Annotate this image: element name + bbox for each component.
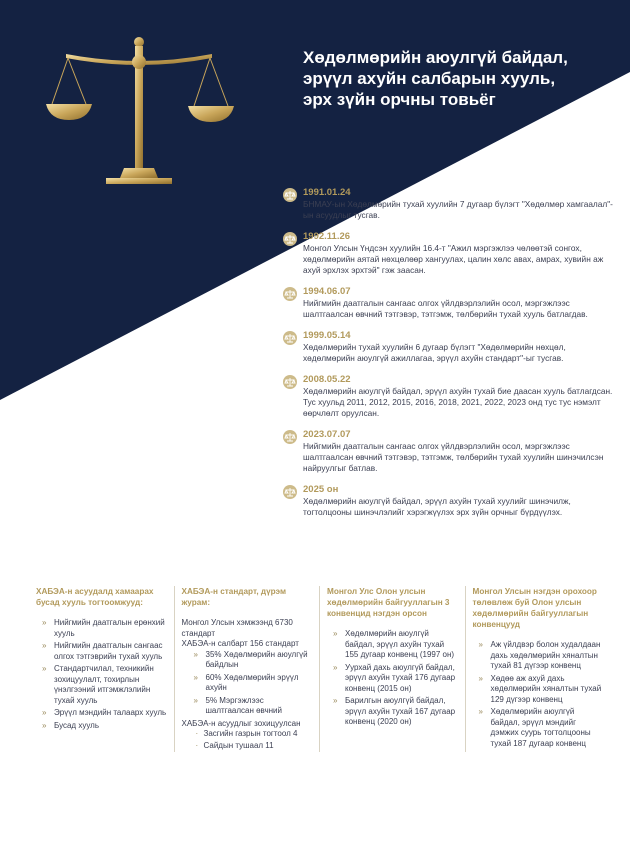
timeline-date: 1994.06.07 <box>303 286 351 297</box>
bullet-list <box>182 650 313 717</box>
list-item: » 35% Хөдөлмөрийн аюулгүй байдлын <box>182 650 313 671</box>
timeline-date: 1999.05.14 <box>303 330 351 341</box>
title-line-3: эрх зүйн орчны товьёг <box>303 90 496 109</box>
column-heading: Монгол Улсын нэгдэн орохоор төлөвлөж буй Олон улсын хөдөлмөрийн байгууллагын конвенцууд <box>472 587 597 629</box>
column-planned-conventions <box>465 586 611 752</box>
text-line: ХАБЭА-н салбарт 156 стандарт <box>181 639 299 648</box>
timeline-item <box>283 231 613 276</box>
scales-icon <box>283 331 297 345</box>
list-item: » Хөдөлмөрийн аюулгүй байдал, эрүүл мэндийг дэмжих суурь тогтолцооны тухай 187 дугаар конвенц <box>473 707 604 749</box>
list-item: » Нийгмийн даатгалын ерөнхий хууль <box>36 618 167 639</box>
scales-icon <box>283 232 297 246</box>
timeline-date: 2008.05.22 <box>303 374 351 385</box>
title-line-2: эрүүл ахуйн салбарын хууль, <box>303 69 556 88</box>
list-item: » 60% Хөдөлмөрийн эрүүл ахуйн <box>182 673 313 694</box>
text-line: ХАБЭА-н асуудлыг зохицуулсан <box>181 718 301 728</box>
timeline-item <box>283 429 613 474</box>
list-item: » Стандартчилал, техникийн зохицуулалт, тохирлын үнэлгээний итгэмжлэлийн тухай хууль <box>36 664 167 706</box>
column-standards <box>174 586 320 752</box>
list-item: » Аж үйлдвэр болон худалдаан дахь хөдөлмөрийн хяналтын тухай 81 дүгээр конвенц <box>473 640 604 672</box>
timeline-item <box>283 286 613 320</box>
column-heading: Монгол Улс Олон улсын хөдөлмөрийн байгууллагын 3 конвенцид нэгдэн орсон <box>327 587 450 618</box>
title-line-1: Хөдөлмөрийн аюулгүй байдал, <box>303 48 568 67</box>
timeline-item <box>283 484 613 518</box>
list-item: » Хөдөө аж ахуй дахь хөдөлмөрийн хяналтын тухай 129 дүгээр конвенц <box>473 674 604 706</box>
info-columns <box>30 586 610 752</box>
timeline-text: Нийгмийн даатгалын сангаас олгох үйлдвэрлэлийн осол, мэргэжлээс шалтгаалсан өвчний тэтгэвэр, тэтгэмж, төлбөрийн тухай хууль батлагдав. <box>303 298 588 319</box>
column-heading: ХАБЭА-н асуудалд хамаарах бусад хууль тогтоомжууд: <box>36 587 154 607</box>
timeline-date: 1991.01.24 <box>303 187 351 198</box>
timeline-text: Нийгмийн даатгалын сангаас олгох үйлдвэрлэлийн осол, мэргэжлээс шалтгаалсан өвчний тэтгэвэр, тэтгэмж, төлбөрийн тухай хуулийн шинэчилсэн найруулгыг батлав. <box>303 441 604 473</box>
column-joined-conventions <box>319 586 465 752</box>
timeline-text: Монгол Улсын Үндсэн хуулийн 16.4-т "Ажил мэргэжлээ чөлөөтэй сонгох, хөдөлмөрийн аятай нөхцөлөөр хангуулах, цалин хөлс авах, амрах, хувийн аж ахуй эрхлэх эрхтэй" гэж заасан. <box>303 243 604 275</box>
list-item: · Засгийн газрын тогтоол 4 <box>182 729 313 740</box>
scales-icon <box>283 485 297 499</box>
timeline-item <box>283 330 613 364</box>
list-item: » Уурхай дахь аюулгүй байдал, эрүүл ахуйн тухай 176 дугаар конвенц (2015 он) <box>327 663 458 695</box>
list-item: » Бусад хууль <box>36 721 167 732</box>
list-item: » Эрүүл мэндийн талаарх хууль <box>36 708 167 719</box>
scales-icon <box>283 287 297 301</box>
scales-of-justice-image <box>44 32 234 192</box>
scales-icon <box>283 430 297 444</box>
list-item: » Нийгмийн даатгалын сангаас олгох тэтгэврийн тухай хууль <box>36 641 167 662</box>
timeline-date: 1992.11.26 <box>303 231 351 242</box>
timeline-text: БНМАУ-ын Хөдөлмөрийн тухай хуулийн 7 дугаар бүлэгт "Хөдөлмөр хамгаалал"-ын асуудлыг тусгав. <box>303 199 613 220</box>
list-item: » Хөдөлмөрийн аюулгүй байдал, эрүүл ахуйн тухай 155 дугаар конвенц (1997 он) <box>327 629 458 661</box>
sub-list <box>182 729 313 751</box>
bullet-list <box>327 629 458 728</box>
timeline <box>283 187 613 528</box>
list-item: » 5% Мэргэжлээс шалтгаалсан өвчний <box>182 696 313 717</box>
scales-icon <box>283 188 297 202</box>
list-item: · Сайдын тушаал 11 <box>182 741 313 752</box>
bullet-list <box>36 618 167 731</box>
column-heading: ХАБЭА-н стандарт, дүрэм журам: <box>181 587 287 607</box>
scales-icon <box>283 375 297 389</box>
timeline-text: Хөдөлмөрийн аюулгүй байдал, эрүүл ахуйн тухай хуулийг шинэчилж, тогтолцооны шинэчлэлийг хэрэгжүүлэх эрх зүйн орчныг бүрдүүлэх. <box>303 496 571 517</box>
text-line: Монгол Улсын хэмжээнд 6730 стандарт <box>181 618 293 638</box>
timeline-item <box>283 187 613 221</box>
timeline-date: 2025 он <box>303 484 339 495</box>
timeline-date: 2023.07.07 <box>303 429 351 440</box>
list-item: » Барилгын аюулгүй байдал, эрүүл ахуйн тухай 167 дугаар конвенц (2020 он) <box>327 696 458 728</box>
timeline-text: Хөдөлмөрийн тухай хуулийн 6 дугаар бүлэгт "Хөдөлмөрийн нөхцөл, хөдөлмөрийн аюулгүй ажиллагаа, эрүүл ахуйн стандарт"-ыг тусгав. <box>303 342 566 363</box>
bullet-list <box>473 640 604 749</box>
timeline-item <box>283 374 613 419</box>
page-title <box>303 47 613 110</box>
timeline-text: Хөдөлмөрийн аюулгүй байдал, эрүүл ахуйн тухай бие даасан хууль батлагдсан. Тус хуульд 2011, 2012, 2015, 2016, 2018, 2021, 2022, 2023 онд тус тус нэмэлт өөрчлөлт оруулсан. <box>303 386 613 418</box>
column-body <box>182 618 313 751</box>
column-other-laws <box>30 586 174 752</box>
